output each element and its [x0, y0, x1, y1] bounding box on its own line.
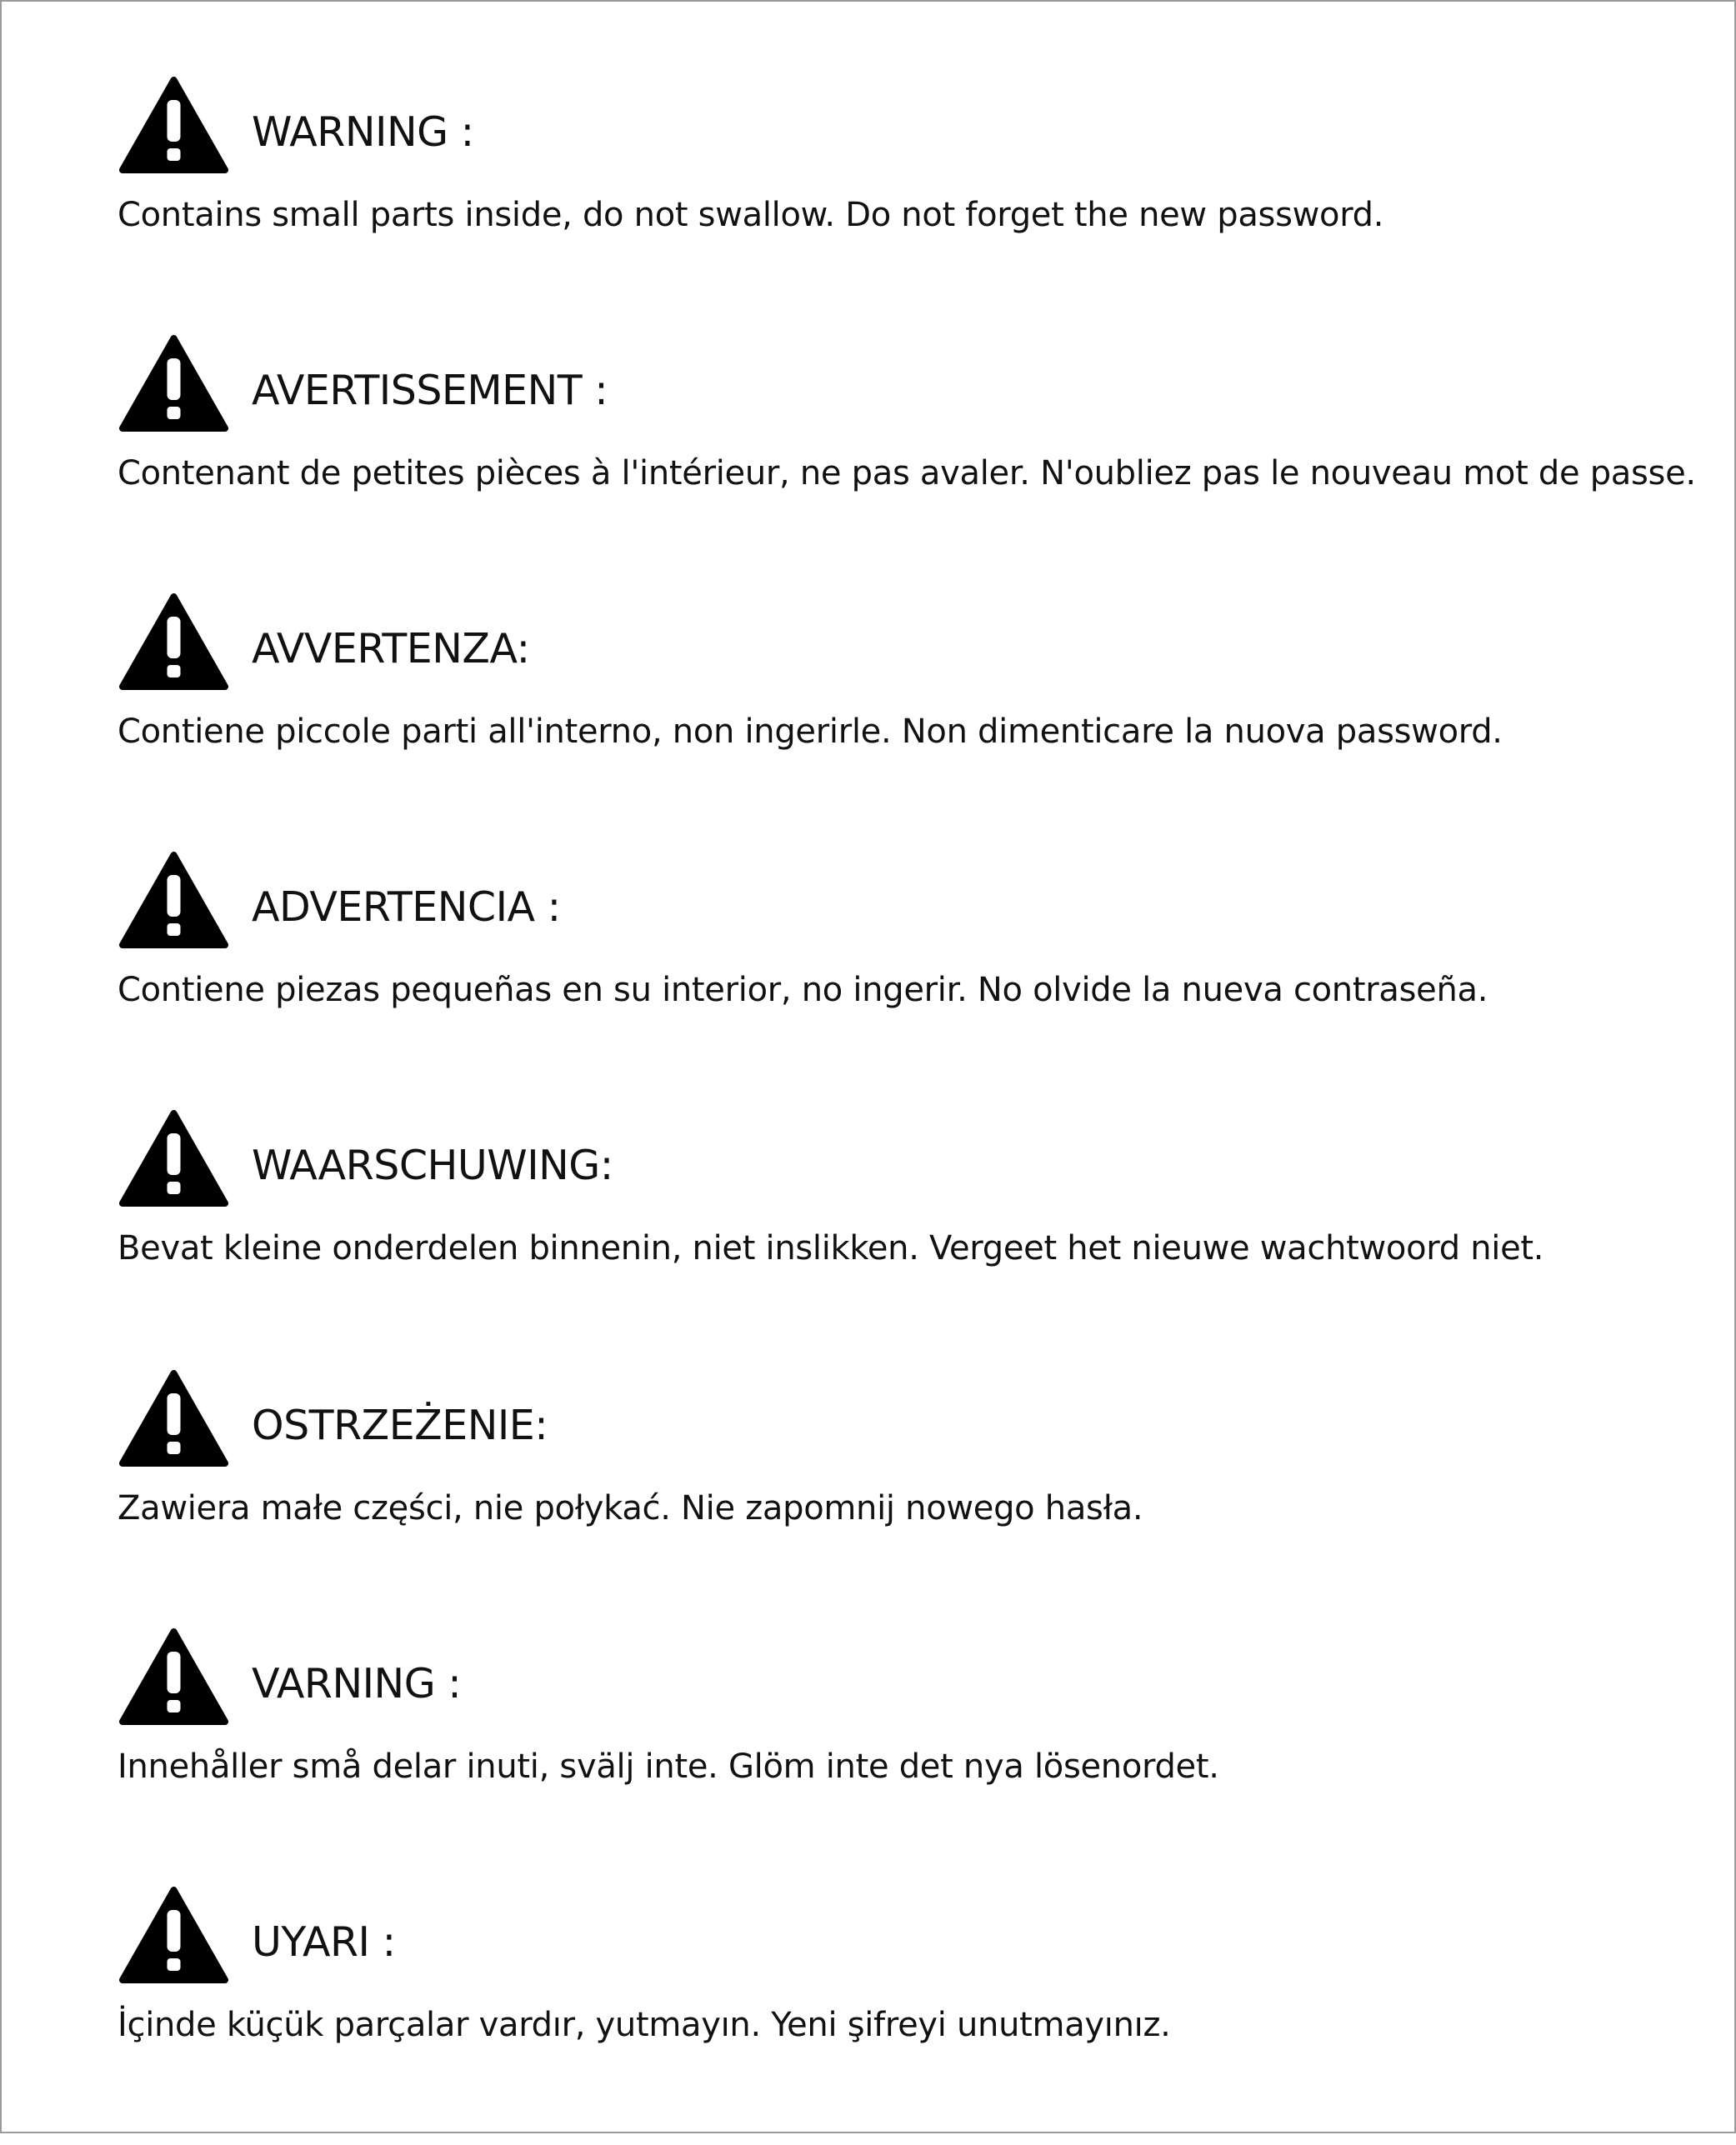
warning-block-polish — [2, 1370, 1734, 1628]
warning-triangle-icon — [119, 1110, 228, 1208]
warning-heading: UYARI : — [252, 1918, 396, 1966]
warning-text: Contenant de petites pièces à l'intérieur, ne pas avaler. N'oubliez pas le nouveau mot de passe. — [118, 454, 1696, 492]
warning-text: Contiene piezas pequeñas en su interior, no ingerir. No olvide la nueva contraseña. — [118, 971, 1488, 1009]
warning-block-turkish — [2, 1887, 1734, 2145]
warning-block-dutch — [2, 1110, 1734, 1368]
warning-block-italian — [2, 593, 1734, 852]
warning-text: Bevat kleine onderdelen binnenin, niet inslikken. Vergeet het nieuwe wachtwoord niet. — [118, 1229, 1544, 1268]
warning-heading: AVVERTENZA: — [252, 625, 530, 672]
warning-triangle-icon — [119, 1370, 228, 1468]
warning-triangle-icon — [119, 1628, 228, 1726]
warning-heading: AVERTISSEMENT : — [252, 367, 608, 414]
warning-text: Zawiera małe części, nie połykać. Nie zapomnij nowego hasła. — [118, 1489, 1143, 1528]
warning-triangle-icon — [119, 335, 228, 432]
warning-text: İçinde küçük parçalar vardır, yutmayın. Yeni şifreyi unutmayınız. — [118, 2006, 1171, 2044]
warning-triangle-icon — [119, 852, 228, 949]
warning-heading: OSTRZEŻENIE: — [252, 1402, 548, 1449]
warning-text: Innehåller små delar inuti, svälj inte. Glöm inte det nya lösenordet. — [118, 1748, 1219, 1786]
warning-heading: VARNING : — [252, 1660, 462, 1708]
warning-triangle-icon — [119, 1887, 228, 1984]
warning-text: Contiene piccole parti all'interno, non ingerirle. Non dimenticare la nuova password. — [118, 712, 1503, 751]
warning-block-swedish — [2, 1628, 1734, 1887]
warning-triangle-icon — [119, 77, 228, 174]
warning-heading: ADVERTENCIA : — [252, 883, 561, 931]
warning-triangle-icon — [119, 593, 228, 691]
warning-text: Contains small parts inside, do not swallow. Do not forget the new password. — [118, 196, 1384, 234]
warning-block-french — [2, 335, 1734, 593]
warning-heading: WARNING : — [252, 108, 474, 156]
warning-block-spanish — [2, 852, 1734, 1110]
warning-heading: WAARSCHUWING: — [252, 1142, 613, 1189]
warning-block-english — [2, 77, 1734, 335]
